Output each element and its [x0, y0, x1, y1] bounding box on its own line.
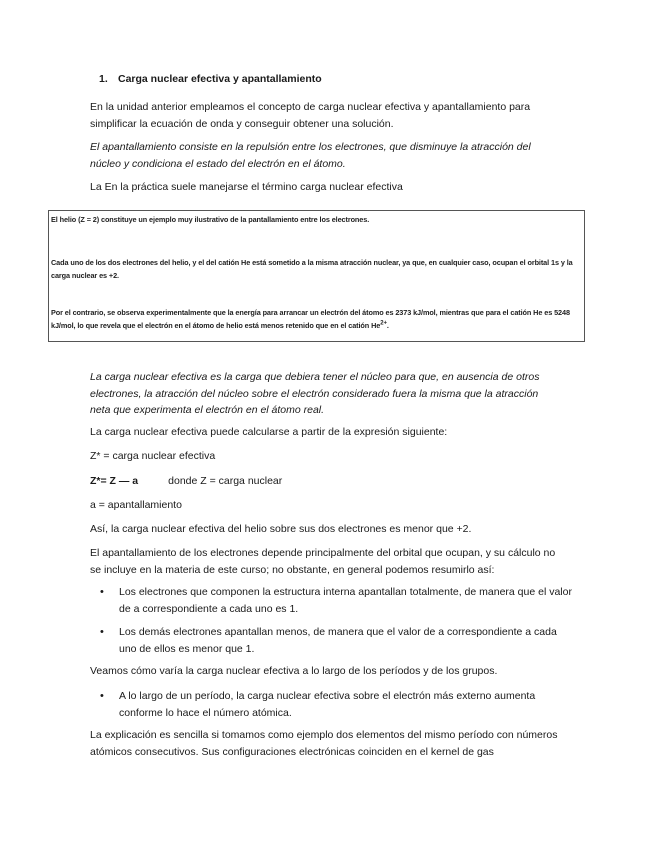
- formula-line-1: [90, 448, 215, 465]
- paragraph-practica: La En la práctica suele manejarse el término carga nuclear efectiva: [90, 181, 403, 193]
- zstar-symbol: Z*: [90, 450, 101, 462]
- formula-line-3: a = apantallamiento: [90, 499, 182, 511]
- box-line-3-text: Por el contrario, se observa experimentalmente que la energía para arrancar un electrón del átomo es 2373 kJ/mol, mientras que para el catión He es 5248 kJ/mol, lo que revela que el electrón en el átomo de helio está menos retenido que en el catión He: [51, 308, 570, 330]
- list-item: Los electrones que componen la estructura interna apantallan totalmente, de manera que el valor de a correspondiente a cada uno es 1.: [119, 586, 572, 615]
- box-line-3-end: .: [386, 321, 389, 330]
- box-line-3-superscript: 2+: [380, 320, 387, 327]
- formula-zstar: Z*= Z — a: [90, 475, 139, 487]
- bullet-marker: •: [100, 690, 104, 702]
- paragraph-apantallamiento-orbital: El apantallamiento de los electrones depende principalmente del orbital que ocupan, y su cálculo no se incluye en la materia de este curso; no obstante, en general podemos resumirlo así:: [90, 547, 556, 576]
- section-heading: [99, 73, 322, 85]
- box-line-3: [51, 306, 584, 332]
- list-item: A lo largo de un período, la carga nuclear efectiva sobre el electrón más externo aumenta conforme lo hace el número atómica.: [119, 690, 536, 719]
- box-line-2: Cada uno de los dos electrones del helio, y el del catión He está sometido a la misma atracción nuclear, ya que, en cualquier caso, ocupan el orbital 1s y la carga nuclear es +2.: [51, 258, 573, 280]
- paragraph-expresion: La carga nuclear efectiva puede calcularse a partir de la expresión siguiente:: [90, 426, 448, 438]
- bullet-marker: •: [100, 626, 104, 638]
- formula-donde: donde Z = carga nuclear: [168, 475, 283, 487]
- section-number: 1.: [99, 73, 108, 85]
- paragraph-helio: Así, la carga nuclear efectiva del helio sobre sus dos electrones es menor que +2.: [90, 523, 472, 535]
- box-line-1: El helio (Z = 2) constituye un ejemplo muy ilustrativo de la pantallamiento entre los electrones.: [51, 215, 370, 224]
- paragraph-carga-efectiva-def: La carga nuclear efectiva es la carga que debiera tener el núcleo para que, en ausencia de otros electrones, la atracción del núcleo sobre el electrón considerado fuera la misma que la atracción neta que experimenta el electrón en el átomo real.: [90, 371, 540, 416]
- paragraph-explicacion: La explicación es sencilla si tomamos como ejemplo dos elementos del mismo período con números atómicos consecutivos. Sus configuraciones electrónicas coinciden en el kernel de gas: [90, 729, 558, 758]
- paragraph-variacion: Veamos cómo varía la carga nuclear efectiva a lo largo de los períodos y de los grupos.: [90, 665, 498, 677]
- section-title: Carga nuclear efectiva y apantallamiento: [118, 73, 322, 85]
- paragraph-intro: En la unidad anterior empleamos el concepto de carga nuclear efectiva y apantallamiento para simplificar la ecuación de onda y conseguir obtener una solución.: [90, 101, 531, 130]
- formula-line-2: [90, 473, 282, 490]
- bullet-marker: •: [100, 586, 104, 598]
- paragraph-apantallamiento-def: El apantallamiento consiste en la repulsión entre los electrones, que disminuye la atracción del núcleo y condiciona el estado del electrón en el átomo.: [90, 141, 531, 170]
- zstar-text: = carga nuclear efectiva: [100, 450, 216, 462]
- list-item: Los demás electrones apantallan menos, de manera que el valor de a correspondiente a cada uno de ellos es menor que 1.: [119, 626, 557, 655]
- helium-example-box: [48, 210, 585, 342]
